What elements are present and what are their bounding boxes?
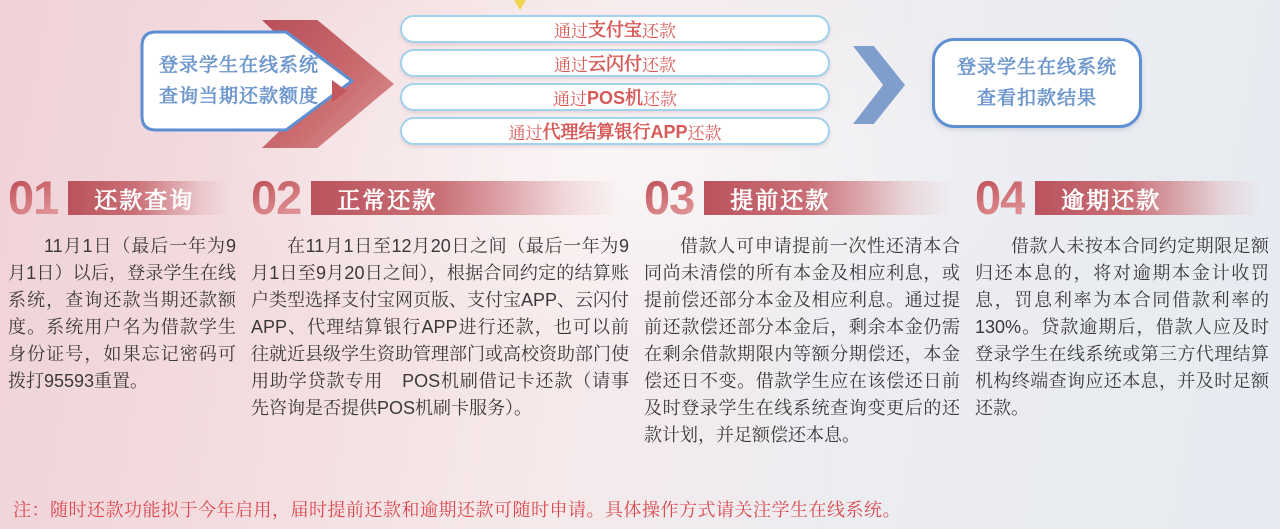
repayment-sections xyxy=(0,171,1280,449)
check-result-line1: 登录学生在线系统 xyxy=(956,57,1117,78)
login-query-line2: 查询当期还款额度 xyxy=(158,86,319,107)
small-red-arrow-icon xyxy=(332,80,347,102)
pill-suffix: 还款 xyxy=(643,89,677,109)
section-number: 04 xyxy=(975,171,1026,224)
section-number: 03 xyxy=(644,171,695,224)
section-title-bar xyxy=(68,181,236,215)
section-header xyxy=(975,171,1269,224)
section-body: 11月1日（最后一年为9月1日）以后，登录学生在线系统，查询还款当期还款额度。系统用户名为借款学生身份证号，如果忘记密码可拨打95593重置。 xyxy=(8,236,236,391)
payment-method-list xyxy=(400,15,830,151)
footnote: 注：随时还款功能拟于今年启用，届时提前还款和逾期还款可随时申请。具体操作方式请关注学生在线系统。 xyxy=(13,500,901,520)
section-number: 02 xyxy=(251,171,302,224)
section-body: 在11月1日至12月20日之间（最后一年为9月1日至9月20日之间），根据合同约定的结算账户类型选择支付宝网页版、支付宝APP、云闪付APP、代理结算银行APP进行还款，也可以前往就近县级学生资助管理部门或高校资助部门使用助学贷款专用 POS机刷借记卡还款（请事先咨询是否提供POS机刷卡服务）。 xyxy=(251,236,630,418)
pill-prefix: 通过 xyxy=(554,21,588,41)
check-result-box xyxy=(932,38,1142,128)
section-repayment-query xyxy=(8,171,236,449)
chevron-right-icon xyxy=(853,46,905,124)
login-query-callout xyxy=(140,24,400,148)
section-body: 借款人未按本合同约定期限足额归还本息的，将对逾期本金计收罚息，罚息利率为本合同借款利率的130%。贷款逾期后，借款人应及时登录学生在线系统或第三方代理结算机构终端查询应还本息，并及时足额还款。 xyxy=(975,236,1269,418)
section-title: 正常还款 xyxy=(337,186,438,213)
section-title-bar xyxy=(1035,181,1269,215)
pill-prefix: 通过 xyxy=(554,55,588,75)
section-normal-repayment xyxy=(251,171,630,449)
login-query-text xyxy=(148,50,330,112)
section-header xyxy=(8,171,236,224)
section-header xyxy=(251,171,629,224)
pill-suffix: 还款 xyxy=(642,21,676,41)
pill-unionpay xyxy=(400,49,830,77)
section-early-repayment xyxy=(644,171,960,449)
section-title: 提前还款 xyxy=(730,186,831,213)
section-title-bar xyxy=(704,181,960,215)
repayment-flowchart xyxy=(0,0,1280,172)
section-number: 01 xyxy=(8,171,59,224)
pill-prefix: 通过 xyxy=(552,89,587,109)
section-body: 借款人可申请提前一次性还清本合同尚未清偿的所有本金及相应利息，或提前偿还部分本金及相应利息。通过提前还款偿还部分本金后，剩余本金仍需在剩余借款期限内等额分期偿还，本金偿还日不变。借款学生应在该偿还日前及时登录学生在线系统查询变更后的还款计划，并足额偿还本息。 xyxy=(644,236,960,445)
pill-prefix: 通过 xyxy=(508,123,543,143)
section-overdue-repayment xyxy=(975,171,1269,449)
section-title-bar xyxy=(311,181,629,215)
pill-bank-app xyxy=(400,117,830,145)
pill-method: 支付宝 xyxy=(588,20,642,40)
check-result-line2: 查看扣款结果 xyxy=(976,88,1097,109)
pill-pos xyxy=(400,83,830,111)
pill-method: 云闪付 xyxy=(588,54,642,74)
pill-suffix: 还款 xyxy=(687,123,722,143)
login-query-line1: 登录学生在线系统 xyxy=(158,55,319,76)
section-title: 还款查询 xyxy=(94,186,195,213)
section-title: 逾期还款 xyxy=(1061,186,1162,213)
sparkle-icon xyxy=(514,0,526,10)
pill-method: 代理结算银行APP xyxy=(542,122,688,142)
pill-method: POS机 xyxy=(586,88,643,108)
pill-suffix: 还款 xyxy=(642,55,676,75)
pill-alipay xyxy=(400,15,830,43)
section-header xyxy=(644,171,960,224)
